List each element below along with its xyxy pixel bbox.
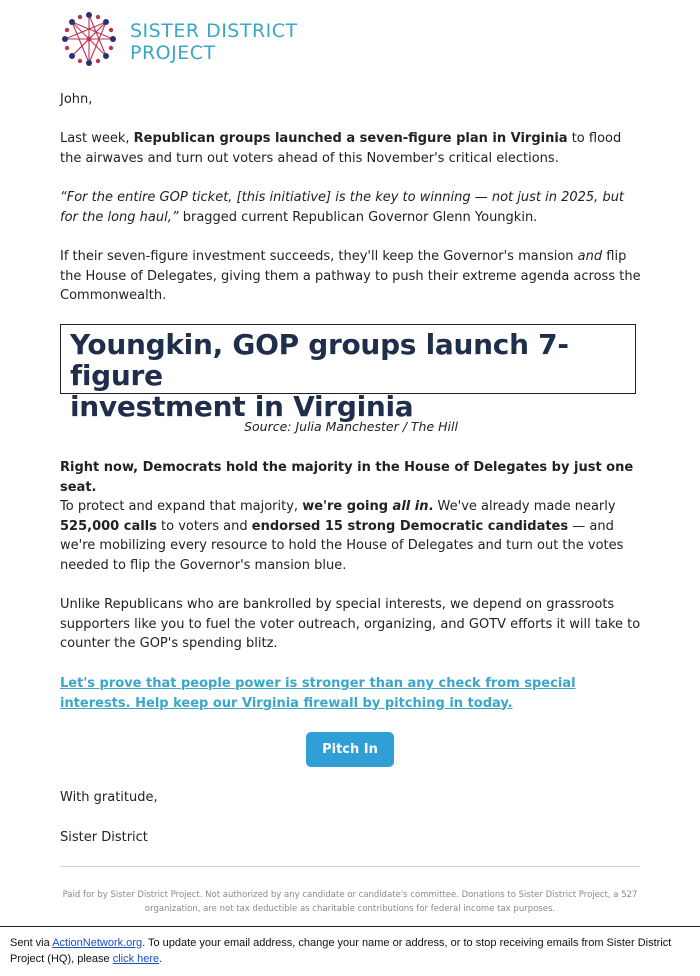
greeting: John, — [60, 92, 93, 107]
email-footer: Sent via ActionNetwork.org. To update your email address, change your name or address, or to stop receiving emails from Sister District Project (HQ), please click here. — [0, 926, 700, 976]
signature: Sister District — [60, 830, 148, 845]
paragraph-quote: “For the entire GOP ticket, [this initiative] is the key to winning — not just in 2025, but for the long haul,” bragged current Republican Governor Glenn Youngkin. — [60, 190, 625, 225]
article-headline: Youngkin, GOP groups launch 7-figure investment in Virginia — [70, 328, 569, 423]
logo-line-2: PROJECT — [130, 42, 216, 64]
legal-disclaimer: Paid for by Sister District Project. Not authorized by any candidate or candidate's committee. Donations to Sister District Project, a 527 organization, are not tax deductible as charitable contributions for federal income tax purposes. — [62, 890, 638, 914]
divider — [60, 866, 640, 867]
article-headline-image — [60, 324, 636, 423]
unsubscribe-link[interactable]: click here — [112, 952, 160, 965]
paragraph-1: Last week, Republican groups launched a seven-figure plan in Virginia to flood the airwaves and turn out voters ahead of this November's critical elections. — [60, 131, 622, 166]
logo-line-1: SISTER DISTRICT — [130, 20, 298, 42]
pitch-in-button[interactable]: Pitch In — [306, 732, 394, 767]
youngkin-quote: “For the entire GOP ticket, [this initiative] is the key to winning — not just in 2025, but for the long haul,” — [60, 190, 625, 225]
actionnetwork-link[interactable]: ActionNetwork.org — [52, 937, 143, 949]
article-source: Source: Julia Manchester / The Hill — [244, 419, 458, 434]
donate-link[interactable]: Let's prove that people power is stronger than any check from special interests. Help keep our Virginia firewall by pitching in today. — [60, 676, 576, 711]
paragraph-5: To protect and expand that majority, we're going all in. We've already made nearly 525,000 calls to voters and endorsed 15 strong Democratic candidates — and we're mobilizing every resource to hold the House of Delegates and turn out the votes needed to flip the Governor's mansion blue. — [60, 499, 624, 573]
signoff: With gratitude, — [60, 790, 158, 805]
paragraph-3: If their seven-figure investment succeeds, they'll keep the Governor's mansion and flip the House of Delegates, giving them a pathway to push their extreme agenda across the Commonwealth. — [60, 249, 641, 303]
paragraph-4: Right now, Democrats hold the majority in the House of Delegates by just one seat. — [60, 460, 634, 495]
network-star-icon — [62, 12, 116, 66]
paragraph-6: Unlike Republicans who are bankrolled by special interests, we depend on grassroots supporters like you to fuel the voter outreach, organizing, and GOTV efforts it will take to counter the GOP's spending blitz. — [60, 597, 641, 651]
logo-wordmark — [130, 20, 298, 64]
